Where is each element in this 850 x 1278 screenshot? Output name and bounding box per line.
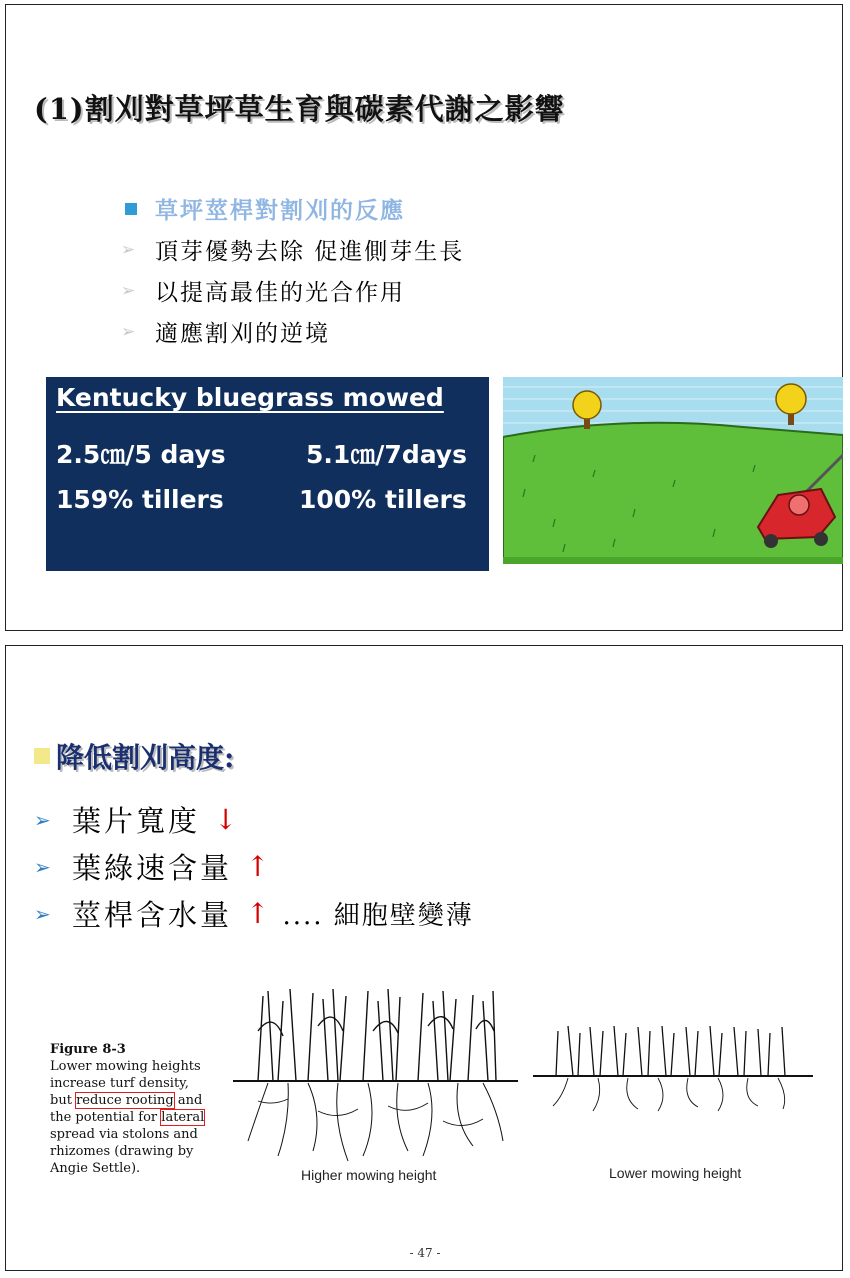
list-item-text: 以提高最佳的光合作用 xyxy=(155,280,405,306)
list-item xyxy=(34,796,474,843)
high-turf-drawing xyxy=(233,989,518,1161)
highlight-lateral: lateral xyxy=(161,1110,205,1125)
box-row2-right: 100% tillers xyxy=(299,485,467,514)
slide-2-title: 降低割刈高度: xyxy=(56,741,235,774)
arrow-bullet-icon: ➢ xyxy=(121,280,138,301)
lawn-mower-cartoon xyxy=(503,377,843,564)
figure-caption xyxy=(50,1041,250,1177)
square-bullet-icon xyxy=(125,203,137,215)
caption-text: and xyxy=(173,1093,203,1108)
low-turf-drawing xyxy=(533,1026,813,1111)
higher-mowing-label: Higher mowing height xyxy=(301,1167,437,1183)
box-row1-left: 2.5㎝/5 days xyxy=(56,440,226,469)
slide-1-title: (1)割刈對草坪草生育與碳素代謝之影響 xyxy=(34,92,565,126)
caption-text: but xyxy=(50,1093,77,1108)
list-item-text: 適應割刈的逆境 xyxy=(155,321,330,347)
list-item-text: 頂芽優勢去除 促進側芽生長 xyxy=(155,239,465,265)
list-heading: 草坪莖桿對割刈的反應 xyxy=(155,197,405,224)
arrow-bullet-icon: ➢ xyxy=(121,321,138,342)
arrow-bullet-icon: ➢ xyxy=(34,854,54,879)
box-title: Kentucky bluegrass mowed xyxy=(56,383,444,412)
response-list xyxy=(121,188,464,352)
list-item xyxy=(34,843,474,890)
effect-text: 莖桿含水量 xyxy=(72,898,233,932)
arrow-bullet-icon: ➢ xyxy=(121,239,138,260)
caption-line: rhizomes (drawing by xyxy=(50,1144,194,1159)
list-item xyxy=(34,890,474,937)
box-row-height xyxy=(56,435,476,471)
list-heading-item xyxy=(121,188,464,229)
kentucky-bluegrass-box xyxy=(46,377,489,571)
arrow-bullet-icon: ➢ xyxy=(34,901,54,926)
box-row2-left: 159% tillers xyxy=(56,485,224,514)
caption-line xyxy=(50,1109,250,1126)
yellow-square-bullet-icon xyxy=(34,748,50,764)
slide-1 xyxy=(5,4,843,631)
figure-number: Figure 8-3 xyxy=(50,1042,126,1057)
list-item xyxy=(121,229,464,270)
up-arrow-icon: ↑ xyxy=(246,850,273,883)
caption-line xyxy=(50,1092,250,1109)
caption-text: the potential for xyxy=(50,1110,162,1125)
arrow-bullet-icon: ➢ xyxy=(34,807,54,832)
box-row1-right: 5.1㎝/7days xyxy=(306,440,467,469)
effect-text: 葉綠速含量 xyxy=(72,851,233,885)
lower-mowing-label: Lower mowing height xyxy=(609,1165,742,1181)
effect-suffix: .... 細胞壁變薄 xyxy=(282,901,474,931)
box-row-tillers xyxy=(56,485,476,514)
highlight-reduce-rooting: reduce rooting xyxy=(76,1093,174,1108)
caption-line: Angie Settle). xyxy=(50,1161,141,1176)
up-arrow-icon: ↑ xyxy=(246,897,273,930)
caption-line: Lower mowing heights xyxy=(50,1059,201,1074)
caption-line: spread via stolons and xyxy=(50,1127,198,1142)
lawn-mower-illustration xyxy=(503,377,843,564)
effect-text: 葉片寬度 xyxy=(72,804,201,838)
caption-line: increase turf density, xyxy=(50,1076,189,1091)
list-item xyxy=(121,311,464,352)
slide-2 xyxy=(5,645,843,1271)
list-item xyxy=(121,270,464,311)
down-arrow-icon: ↓ xyxy=(214,803,241,836)
page-number: - 47 - xyxy=(409,1246,441,1260)
slide-2-title-row xyxy=(34,736,234,776)
effects-list xyxy=(34,796,474,937)
